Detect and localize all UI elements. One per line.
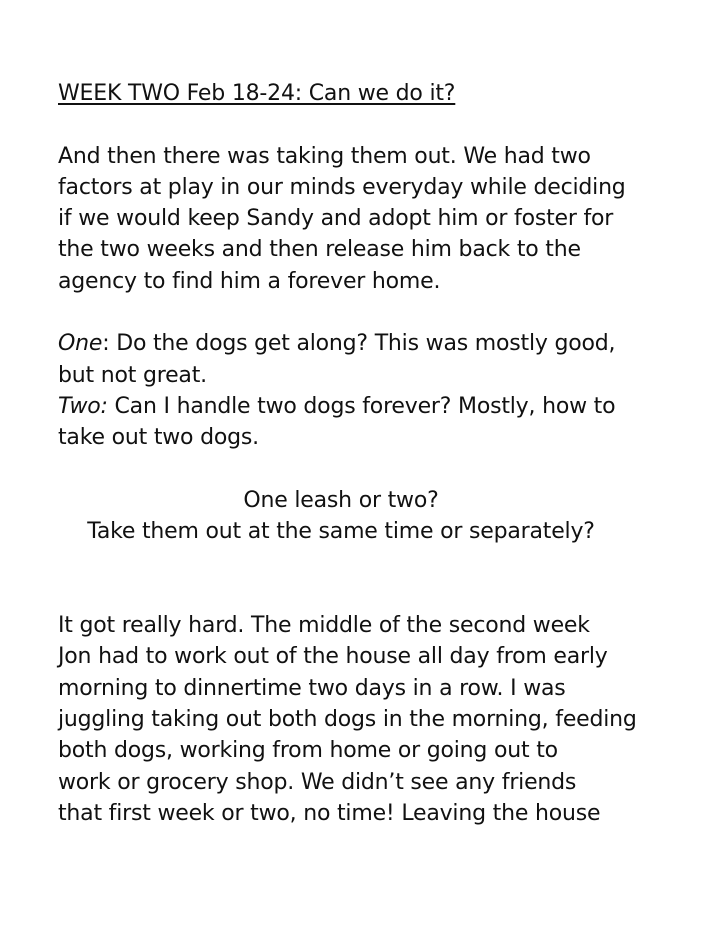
spacer	[58, 297, 658, 328]
intro-paragraph	[58, 141, 658, 297]
intro-line: And then there was taking them out. We had two	[58, 143, 591, 169]
intro-line: the two weeks and then release him back to the	[58, 237, 581, 263]
story-line: work or grocery shop. We didn’t see any friends	[58, 769, 577, 795]
spacer-large	[58, 547, 658, 610]
factor-one-line	[58, 328, 658, 359]
story-line: morning to dinnertime two days in a row. I was	[58, 675, 566, 701]
spacer	[58, 454, 658, 485]
question-one: One leash or two?	[243, 487, 439, 513]
factors-paragraph	[58, 328, 658, 453]
story-line: both dogs, working from home or going out to	[58, 738, 558, 764]
intro-line: agency to find him a forever home.	[58, 268, 441, 294]
intro-line: if we would keep Sandy and adopt him or foster for	[58, 206, 614, 232]
factor-two-label: Two:	[58, 393, 108, 419]
story-line: juggling taking out both dogs in the morning, feeding	[58, 706, 637, 732]
section-heading: WEEK TWO Feb 18-24: Can we do it?	[58, 81, 456, 106]
story-line: It got really hard. The middle of the second week	[58, 613, 590, 639]
factor-one-continuation: but not great.	[58, 362, 207, 388]
factor-one-label: One	[58, 331, 103, 357]
spacer	[58, 109, 658, 140]
factor-two-line	[58, 391, 658, 422]
story-line: Jon had to work out of the house all day from early	[58, 644, 608, 670]
story-line: that first week or two, no time! Leaving the house	[58, 800, 601, 826]
intro-line: factors at play in our minds everyday while deciding	[58, 174, 626, 200]
document-page	[58, 78, 658, 829]
factor-two-continuation: take out two dogs.	[58, 425, 259, 451]
questions-block	[58, 485, 658, 548]
factor-one-text: : Do the dogs get along? This was mostly good,	[102, 331, 616, 357]
story-paragraph	[58, 610, 658, 829]
question-two: Take them out at the same time or separately?	[87, 519, 595, 545]
factor-two-text: Can I handle two dogs forever? Mostly, how to	[107, 393, 616, 419]
